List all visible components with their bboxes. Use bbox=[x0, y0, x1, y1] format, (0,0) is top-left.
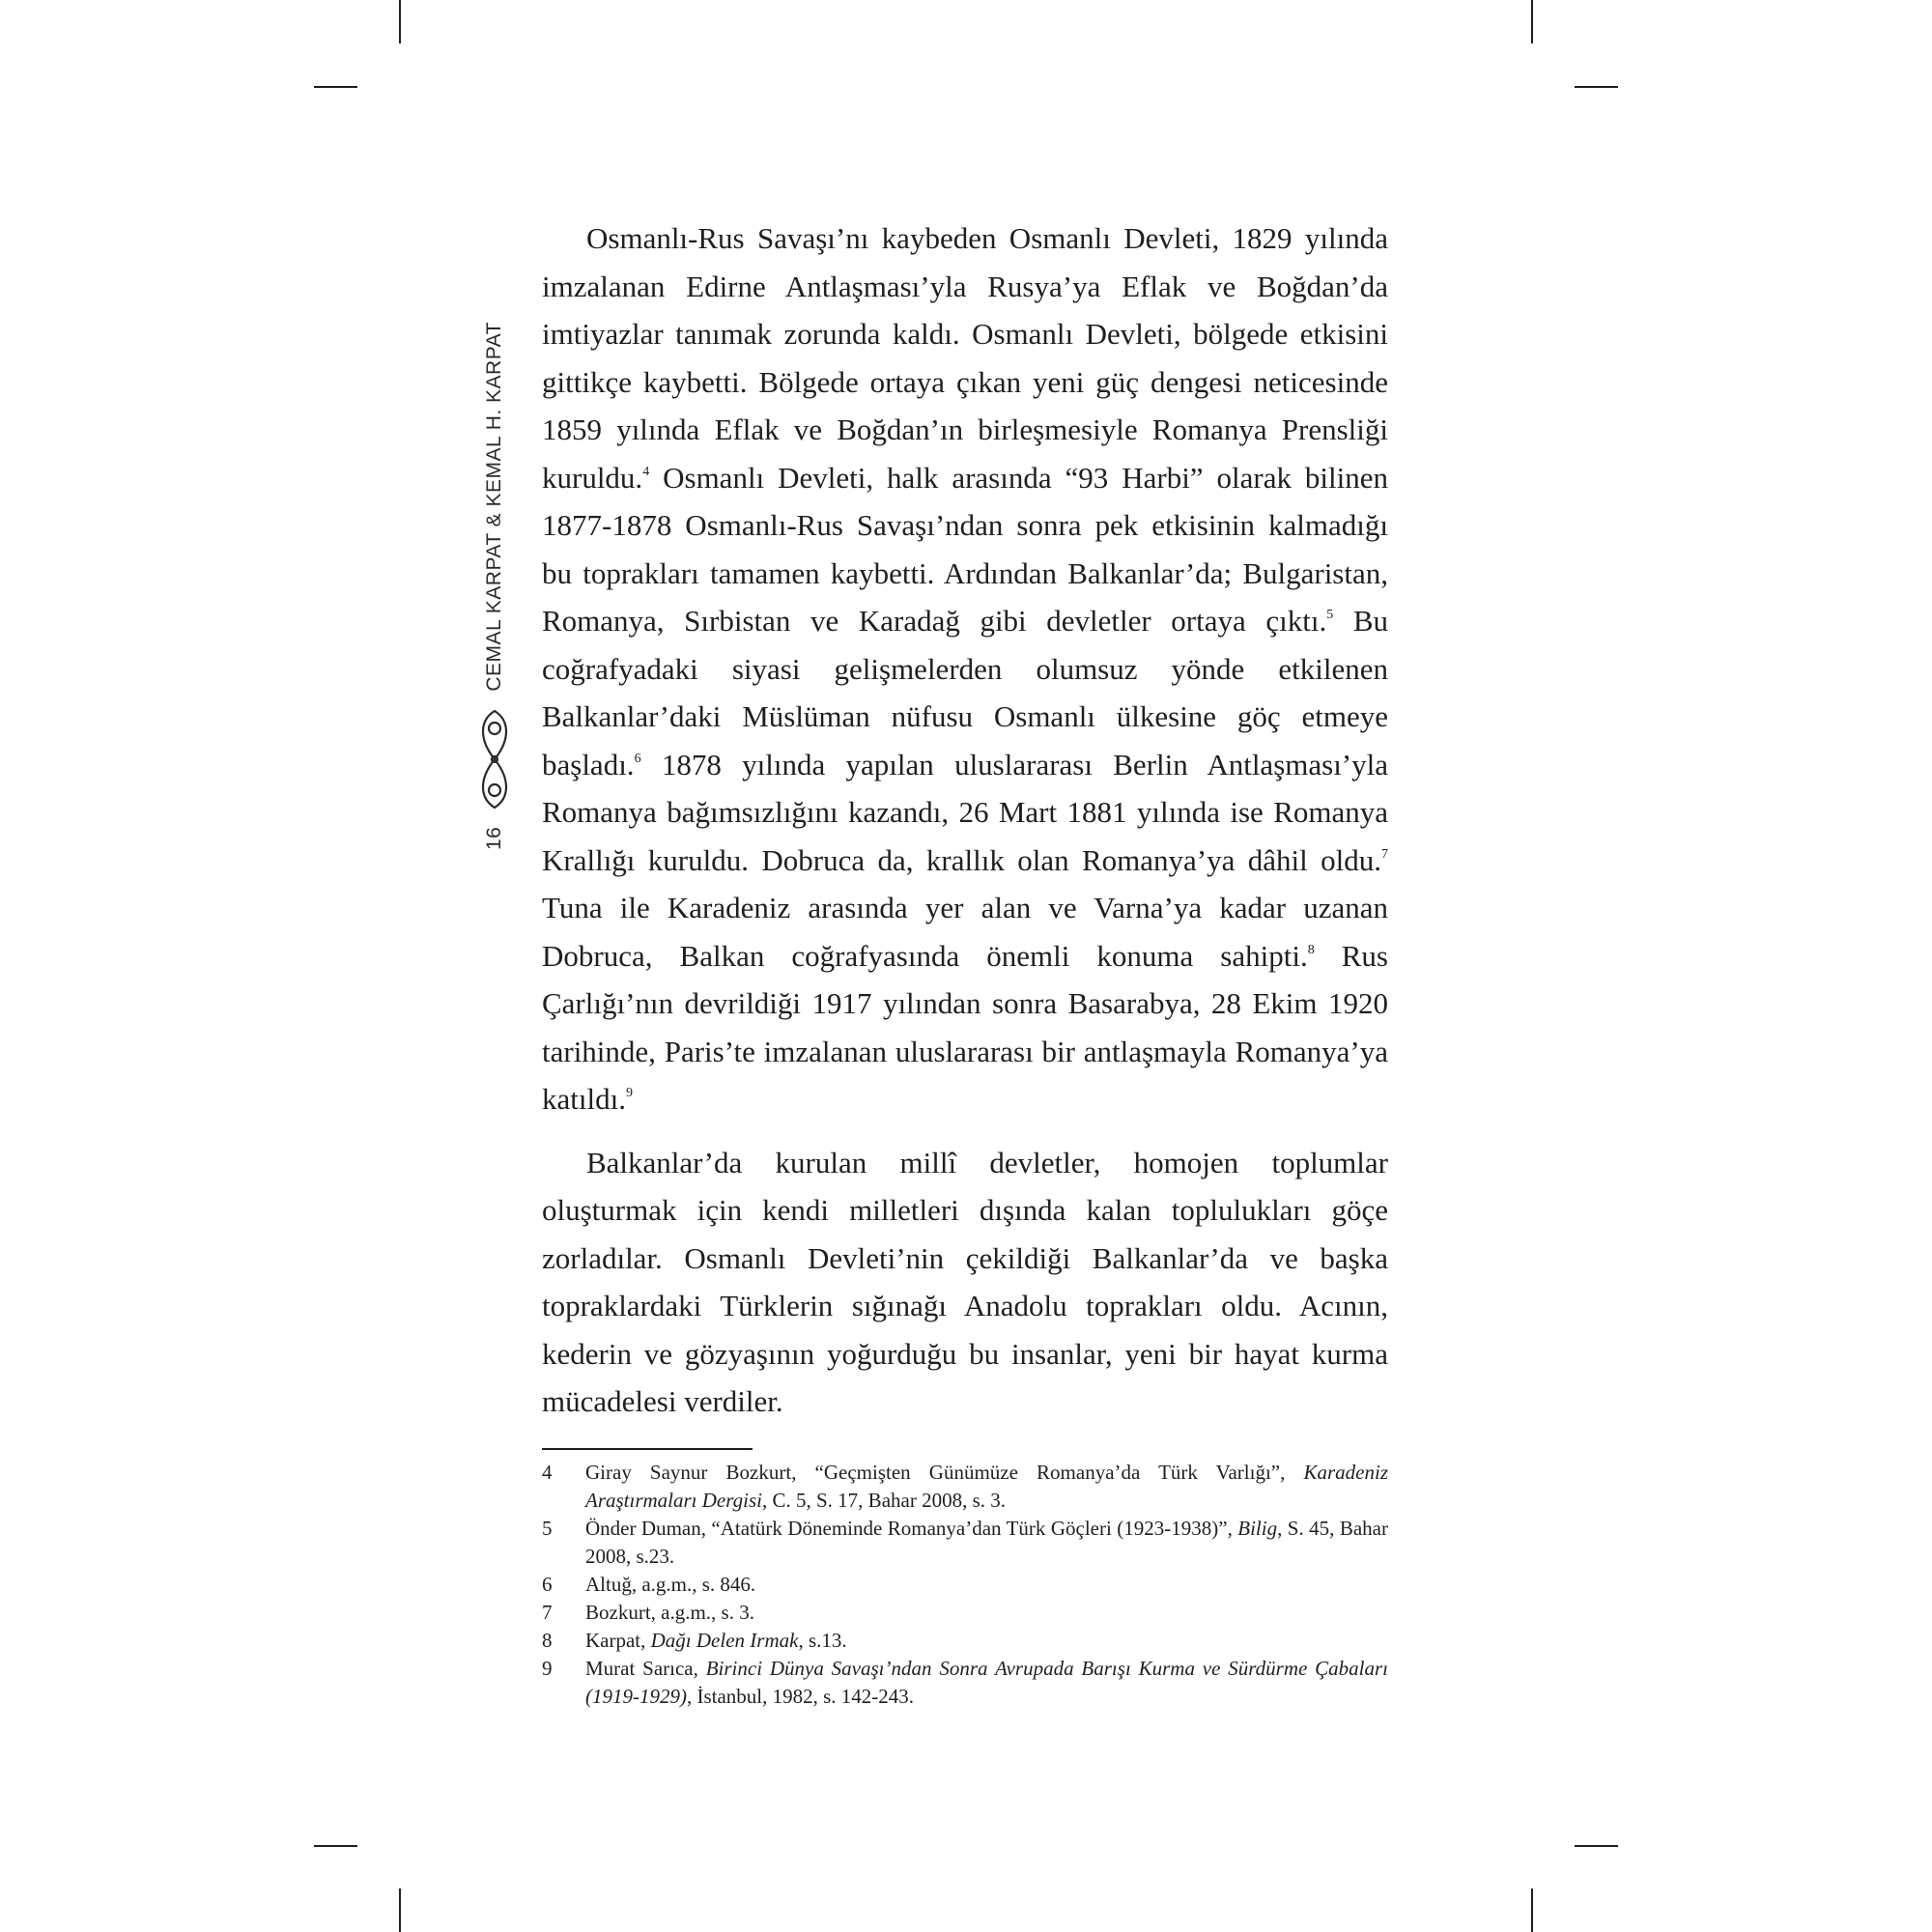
footnote-number: 5 bbox=[542, 1517, 553, 1540]
footnotes bbox=[542, 1459, 1388, 1711]
footnote-ref: 9 bbox=[625, 1086, 633, 1100]
crop-mark bbox=[399, 0, 401, 43]
footnote-number: 7 bbox=[542, 1601, 553, 1624]
footnote bbox=[542, 1627, 1388, 1655]
footnote-text: Murat Sarıca, Birinci Dünya Savaşı’ndan Sonra Avrupada Barışı Kurma ve Sürdürme Çabaları (1919-1929), İstanbul, 1982, s. 142-243. bbox=[585, 1657, 1388, 1708]
paragraph: Osmanlı-Rus Savaşı’nı kaybeden Osmanlı Devleti, 1829 yılında imzalanan Edirne Antlaşması’yla Rusya’ya Eflak ve Boğdan’da imtiyazlar tanımak zorunda kaldı. Osmanlı Devleti, bölgede etkisini gittikçe kaybetti. Bölgede ortaya çıkan yeni güç dengesi neticesinde 1859 yılında Eflak ve Boğdan’ın birleşmesiyle Romanya Prensliği kuruldu.$^4$ Osmanlı Devleti, halk arasında “93 Harbi” olarak bilinen 1877-1878 Osmanlı-Rus Savaşı’ndan sonra pek etkisinin kalmadığı bu toprakları tamamen kaybetti. Ardından Balkanlar’da; Bulgaristan, Romanya, Sırbistan ve Karadağ gibi devletler ortaya çıktı.$^5$ Bu coğrafyadaki siyasi gelişmelerden olumsuz yönde etkilenen Balkanlar’daki Müslüman nüfusu Osmanlı ülkesine göç etmeye başladı.$^6$ 1878 yılında yapılan uluslararası Berlin Antlaşması’yla Romanya bağımsızlığını kazandı, 26 Mart 1881 yılında ise Romanya Krallığı kuruldu. Dobruca da, krallık olan Romanya’ya dâhil oldu.$^7$ Tuna ile Karadeniz arasında yer alan ve Varna’ya kadar uzanan Dobruca, Balkan coğrafyasında önemli konuma sahipti.$^8$ Rus Çarlığı’nın devrildiği 1917 yılından sonra Basarabya, 28 Ekim 1920 tarihinde, Paris’te imzalanan uluslararası bir antlaşmayla Romanya’ya katıldı.$^9$ bbox=[542, 221, 1388, 1116]
footnote bbox=[542, 1459, 1388, 1515]
crop-mark bbox=[314, 86, 357, 88]
footnote bbox=[542, 1655, 1388, 1711]
footnote-ref: 6 bbox=[634, 751, 641, 766]
footnote-rule bbox=[542, 1448, 753, 1450]
running-head bbox=[466, 309, 524, 850]
footnote-text: Altuğ, a.g.m., s. 846. bbox=[585, 1573, 756, 1596]
footnote bbox=[542, 1515, 1388, 1571]
crop-mark bbox=[1575, 1845, 1618, 1847]
footnote-text: Karpat, Dağı Delen Irmak, s.13. bbox=[585, 1629, 847, 1652]
footnote bbox=[542, 1599, 1388, 1627]
crop-mark bbox=[314, 1845, 357, 1847]
crop-mark bbox=[1575, 86, 1618, 88]
crop-mark bbox=[399, 1889, 401, 1932]
footnote-number: 9 bbox=[542, 1657, 553, 1680]
paragraph: Balkanlar’da kurulan millî devletler, homojen toplumlar oluşturmak için kendi milletleri dışında kalan toplulukları göçe zorladılar. Osmanlı Devleti’nin çekildiği Balkanlar’da ve başka topraklardaki Türklerin sığınağı Anadolu toprakları oldu. Acının, kederin ve gözyaşının yoğurduğu bu insanlar, yeni bir hayat kurma mücadelesi verdiler. bbox=[542, 1145, 1388, 1418]
crop-mark bbox=[1531, 0, 1533, 43]
footnote-ref: 8 bbox=[1307, 942, 1315, 957]
footnote-ref: 7 bbox=[1381, 846, 1388, 862]
footnote bbox=[542, 1571, 1388, 1599]
footnote-ref: 4 bbox=[642, 464, 650, 479]
author-line: CEMAL KARPAT & KEMAL H. KARPAT bbox=[483, 322, 505, 692]
footnote-text: Önder Duman, “Atatürk Döneminde Romanya’dan Türk Göçleri (1923-1938)”, Bilig, S. 45, Bahar 2008, s.23. bbox=[585, 1517, 1388, 1568]
footnote-text: Giray Saynur Bozkurt, “Geçmişten Günümüze Romanya’da Türk Varlığı”, Karadeniz Araştırmaları Dergisi, C. 5, S. 17, Bahar 2008, s. 3. bbox=[585, 1461, 1388, 1512]
page-number: 16 bbox=[483, 826, 505, 850]
crop-mark bbox=[1531, 1889, 1533, 1932]
footnote-text: Bozkurt, a.g.m., s. 3. bbox=[585, 1601, 754, 1624]
footnote-number: 4 bbox=[542, 1461, 553, 1484]
footnote-number: 8 bbox=[542, 1629, 553, 1652]
body-text bbox=[542, 214, 1388, 1426]
footnote-number: 6 bbox=[542, 1573, 553, 1596]
scroll-ornament-icon bbox=[475, 707, 514, 811]
footnote-ref: 5 bbox=[1326, 608, 1334, 622]
